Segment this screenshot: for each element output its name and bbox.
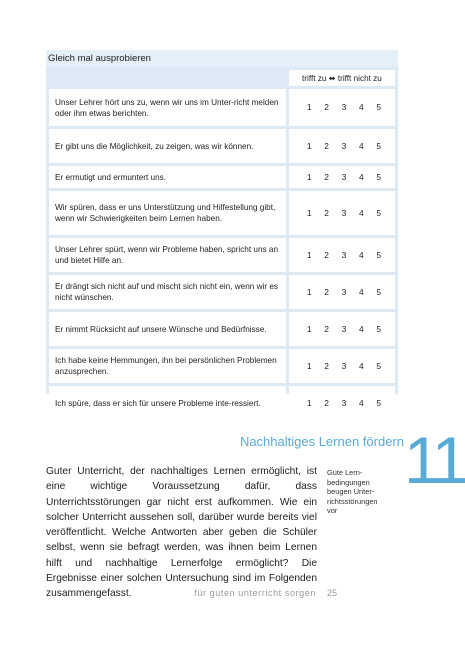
rating-option[interactable]: 4: [358, 397, 364, 408]
rating-option[interactable]: 2: [324, 171, 329, 182]
rating-option[interactable]: 2: [324, 397, 329, 408]
page-number: 25: [327, 588, 338, 598]
rating-option[interactable]: 3: [341, 249, 347, 260]
survey-table: [46, 67, 398, 408]
rating-scale: [289, 191, 395, 235]
chapter-number: 11: [404, 423, 465, 497]
statement-text: Er gibt uns die Möglichkeit, zu zeigen, was wir können.: [49, 129, 286, 163]
rating-option[interactable]: 1: [306, 286, 312, 297]
rating-option[interactable]: 4: [358, 207, 364, 218]
rating-option[interactable]: 3: [341, 102, 347, 112]
rating-scale: [289, 386, 395, 420]
rating-option[interactable]: 2: [324, 360, 329, 371]
rating-option[interactable]: 2: [324, 286, 329, 297]
rating-option[interactable]: 5: [376, 397, 381, 408]
rating-scale: [289, 238, 395, 272]
rating-option[interactable]: 3: [341, 360, 347, 371]
rating-option[interactable]: 4: [358, 140, 364, 151]
body-paragraph: Guter Unterricht, der nachhaltiges Lernen ermöglicht, ist eine wichtige Voraussetzung dafür, dass Unterrichtsstörungen gar nicht erst aufkommen. Wie ein solcher Unterricht aussehen soll, darüber wurde bereits viel veröffentlicht. Welche Antworten aber geben die Schüler selbst, wenn sie befragt werden, was ihnen beim Lernen hilft und nachhaltige Lernerfolge ermöglicht? Die Ergebnisse einer solchen Untersuchung sind im Folgenden zusammengefasst.: [46, 466, 317, 600]
rating-option[interactable]: 1: [306, 171, 312, 182]
rating-option[interactable]: 3: [341, 397, 347, 408]
statement-text: Er ermutigt und ermuntert uns.: [49, 166, 286, 188]
rating-option[interactable]: 2: [324, 323, 329, 334]
statement-text: Er nimmt Rücksicht auf unsere Wünsche und Bedürfnisse.: [49, 312, 286, 346]
rating-option[interactable]: 5: [376, 360, 381, 371]
rating-option[interactable]: 4: [358, 360, 364, 371]
rating-option[interactable]: 1: [306, 323, 312, 334]
rating-option[interactable]: 2: [324, 140, 329, 151]
statement-text: Ich habe keine Hemmungen, ihn bei persönlichen Problemen anzusprechen.: [49, 349, 286, 383]
rating-option[interactable]: 1: [306, 102, 312, 112]
header-blank-cell: [49, 70, 286, 86]
rating-option[interactable]: 2: [324, 249, 329, 260]
rating-option[interactable]: 5: [376, 207, 381, 218]
rating-scale: [289, 129, 395, 163]
rating-option[interactable]: 1: [306, 207, 312, 218]
rating-option[interactable]: 1: [306, 360, 312, 371]
rating-option[interactable]: 5: [376, 171, 381, 182]
rating-scale: [289, 312, 395, 346]
rating-option[interactable]: 4: [358, 102, 364, 112]
rating-option[interactable]: 5: [376, 323, 381, 334]
survey-title: Gleich mal ausprobieren: [46, 50, 398, 67]
rating-option[interactable]: 3: [341, 140, 347, 151]
rating-option[interactable]: 1: [306, 397, 312, 408]
rating-option[interactable]: 2: [324, 102, 329, 112]
scale-header: trifft zu ⬌ trifft nicht zu: [289, 70, 395, 86]
rating-scale: [289, 166, 395, 188]
statement-text: Unser Lehrer spürt, wenn wir Probleme haben, spricht uns an und bietet Hilfe an.: [49, 238, 286, 272]
margin-note: Gute Lern-bedingungen beugen Unter-richtsstörungen vor: [327, 468, 378, 516]
rating-scale: [289, 89, 395, 126]
rating-scale: [289, 349, 395, 383]
statement-text: Wir spüren, dass er uns Unterstützung und Hilfestellung gibt, wenn wir Schwierigkeiten beim Lernen haben.: [49, 191, 286, 235]
rating-option[interactable]: 2: [324, 207, 329, 218]
rating-option[interactable]: 3: [341, 323, 347, 334]
section-heading: Nachhaltiges Lernen fördern: [239, 434, 404, 449]
rating-option[interactable]: 4: [358, 286, 364, 297]
rating-option[interactable]: 5: [376, 140, 381, 151]
rating-option[interactable]: 4: [358, 323, 364, 334]
rating-option[interactable]: 3: [341, 171, 347, 182]
rating-option[interactable]: 4: [358, 171, 364, 182]
rating-option[interactable]: 3: [341, 207, 347, 218]
rating-option[interactable]: 4: [358, 249, 364, 260]
rating-option[interactable]: 5: [376, 286, 381, 297]
rating-option[interactable]: 1: [306, 140, 312, 151]
statement-text: Unser Lehrer hört uns zu, wenn wir uns im Unter-richt melden oder ihm etwas berichten.: [49, 89, 286, 126]
statement-text: Ich spüre, dass er sich für unsere Probleme inte-ressiert.: [49, 386, 286, 420]
statement-text: Er drängt sich nicht auf und mischt sich nicht ein, wenn wir es nicht wünschen.: [49, 275, 286, 309]
rating-option[interactable]: 1: [306, 249, 312, 260]
running-footer: für guten unterricht sorgen: [194, 588, 316, 598]
rating-option[interactable]: 5: [376, 249, 381, 260]
rating-scale: [289, 275, 395, 309]
rating-option[interactable]: 3: [341, 286, 347, 297]
rating-option[interactable]: 5: [376, 102, 381, 112]
